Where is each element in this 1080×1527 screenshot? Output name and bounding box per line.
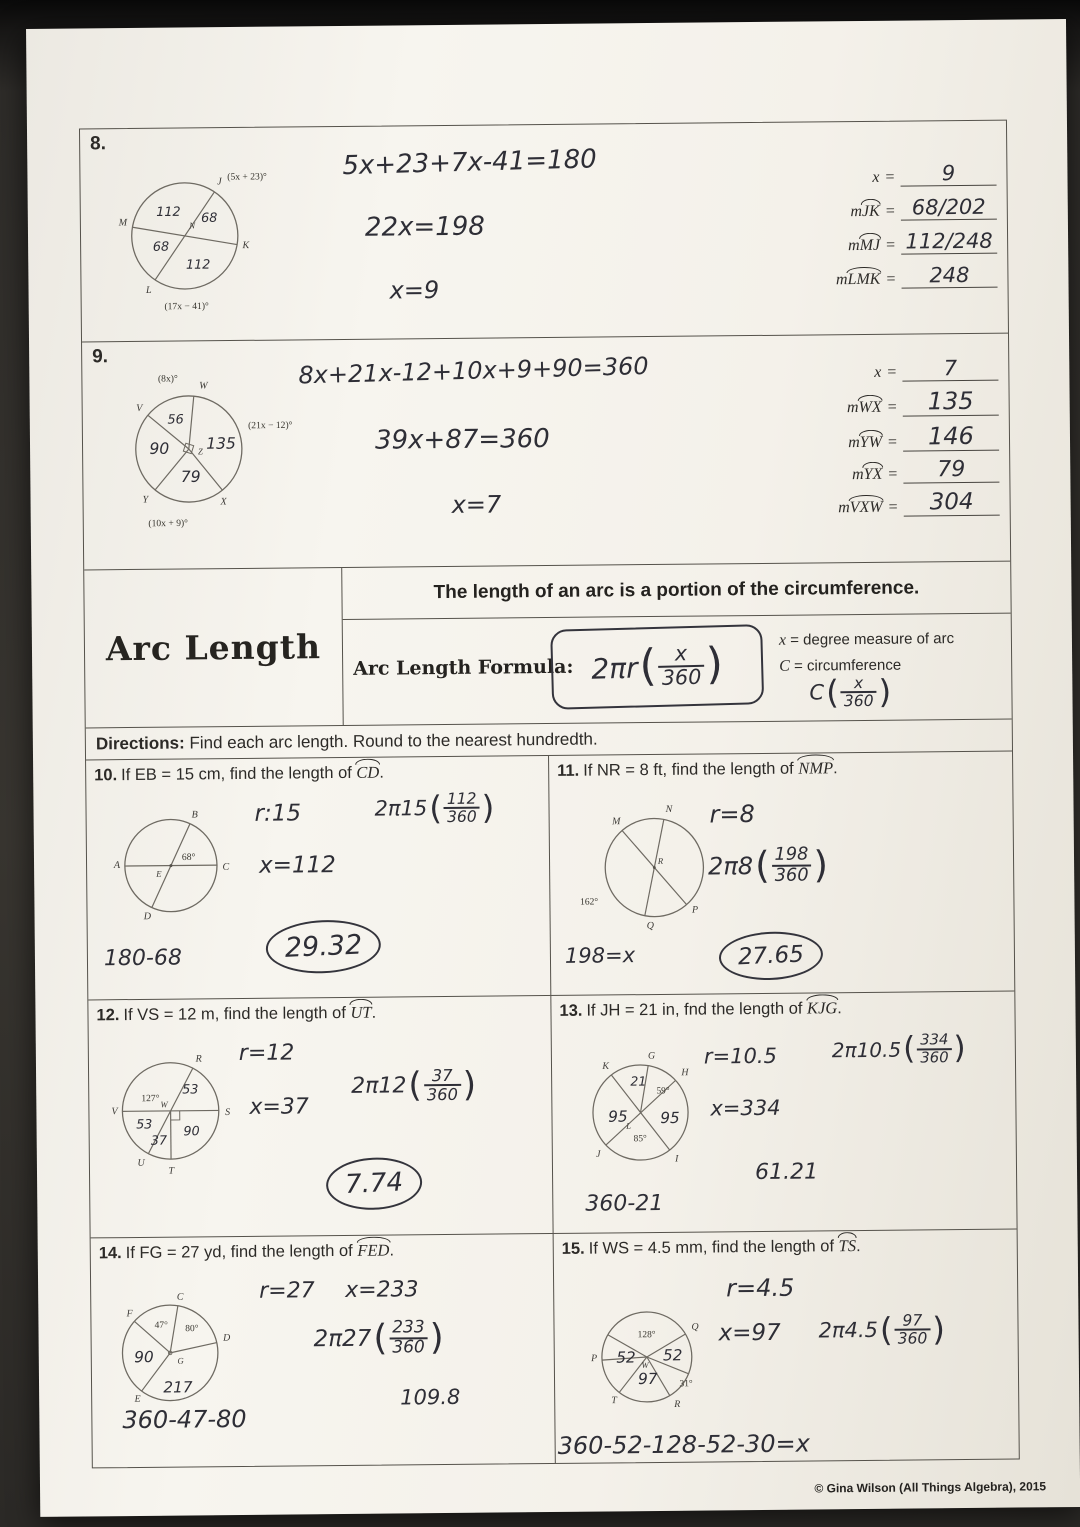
problem-9-cell	[82, 333, 1010, 570]
point-label: R	[674, 1399, 681, 1411]
handwritten-work: 180-68	[103, 945, 183, 972]
angle-label: 68	[201, 210, 218, 227]
answer-row: x = 7	[768, 356, 998, 383]
problem-15-cell	[554, 1230, 1019, 1463]
expression-label: (5x + 23)°	[227, 171, 267, 183]
problems-14-15-row	[91, 1229, 1019, 1468]
final-answer: 27.65	[718, 930, 824, 983]
problem-10-diagram	[98, 793, 251, 937]
handwritten-work: r:15	[254, 800, 302, 827]
handwritten-work: x=9	[389, 276, 440, 305]
angle-label: 97	[637, 1369, 658, 1389]
handwritten-formula: 2π15 ( $\frac{112}{360}$ )	[374, 788, 495, 828]
problem-11-diagram	[573, 792, 729, 943]
point-label: P	[691, 904, 699, 916]
point-label: W	[199, 380, 208, 392]
answer-row: mYX = 79	[769, 457, 999, 485]
handwritten-work: r=27	[259, 1278, 315, 1304]
problem-11-title: 11. If NR = 8 ft, find the length of NMP.	[557, 758, 838, 780]
handwritten-work: 8x+21x-12+10x+9+90=360	[298, 351, 649, 390]
directions-text: Find each arc length. Round to the nearest hundredth.	[189, 729, 598, 753]
answer-row: mVXW = 304	[769, 489, 999, 518]
point-label: Z	[197, 446, 203, 457]
point-label: R	[657, 855, 664, 866]
point-label: J	[596, 1148, 601, 1160]
angle-label: 112	[156, 204, 181, 221]
problem-9-diagram	[110, 362, 327, 536]
point-label: N	[189, 220, 196, 231]
answer-blank: 9	[900, 161, 996, 187]
point-label: E	[134, 1393, 141, 1405]
angle-label: 217	[163, 1378, 193, 1397]
problem-8-cell	[80, 121, 1008, 342]
point-label: D	[143, 911, 152, 923]
arc-length-section	[84, 561, 1011, 728]
handwritten-formula: 2πr ( $\frac{x}{360}$ )	[590, 639, 724, 692]
angle-label: 52	[616, 1348, 636, 1367]
problem-15-diagram	[572, 1284, 731, 1428]
answer-blank: 304	[903, 489, 999, 517]
angle-label: 79	[180, 467, 201, 487]
angle-label: 68°	[181, 851, 196, 863]
answer-row: mWX = 135	[769, 387, 999, 418]
point-label: K	[242, 240, 250, 252]
final-answer: 109.8	[400, 1384, 461, 1410]
handwritten-work: x=112	[258, 852, 336, 879]
angle-label: 59°	[656, 1086, 670, 1097]
problem-11-cell	[549, 752, 1014, 995]
problems-10-11-row	[86, 751, 1014, 1000]
point-label: E	[156, 868, 162, 879]
answer-row: x = 9	[766, 161, 996, 188]
handwritten-work: 5x+23+7x-41=180	[341, 144, 598, 182]
section-statement: The length of an arc is a portion of the circumference.	[342, 562, 1010, 620]
expression-label: (10x + 9)°	[148, 517, 189, 530]
worksheet-table	[79, 120, 1020, 1469]
expression-label: (21x − 12)°	[248, 419, 293, 432]
handwritten-work: 360-47-80	[122, 1404, 247, 1435]
point-label: P	[591, 1353, 598, 1365]
angle-label: 95	[608, 1107, 628, 1126]
handwritten-work: x=7	[451, 490, 502, 519]
handwritten-work: x=97	[718, 1319, 781, 1347]
problem-12-diagram	[97, 1033, 258, 1185]
problem-13-diagram	[566, 1036, 725, 1186]
expression-label: (8x)°	[157, 373, 178, 385]
problem-13-cell	[551, 992, 1016, 1233]
point-label: Q	[691, 1321, 699, 1333]
final-answer: 61.21	[754, 1159, 819, 1186]
final-answer: 29.32	[265, 918, 383, 976]
point-label: I	[674, 1153, 679, 1165]
point-label: B	[191, 809, 198, 821]
answer-blank: 7	[902, 356, 998, 382]
answer-row: mJK = 68/202	[767, 195, 997, 222]
angle-label: 37	[150, 1132, 168, 1148]
handwritten-work: r=4.5	[726, 1273, 795, 1303]
section-body	[342, 562, 1011, 725]
problem-8-diagram	[106, 151, 323, 318]
problem-number: 9.	[92, 346, 109, 368]
handwritten-work: 198=x	[564, 943, 636, 968]
handwritten-work: x=334	[710, 1095, 781, 1121]
point-label: H	[681, 1067, 689, 1079]
directions-label: Directions:	[95, 733, 185, 754]
point-label: J	[217, 176, 222, 188]
point-label: W	[160, 1099, 168, 1110]
answer-row: mMJ = 112/248	[767, 229, 997, 256]
angle-label: 135	[206, 434, 236, 453]
point-label: L	[145, 284, 152, 296]
final-answer: 7.74	[325, 1156, 423, 1212]
problem-number: 8.	[90, 133, 107, 155]
point-label: Q	[646, 920, 654, 932]
point-label: L	[626, 1120, 632, 1131]
handwritten-formula: 2π27 ( $\frac{233}{360}$ )	[313, 1317, 444, 1359]
handwritten-work: 360-21	[585, 1190, 664, 1217]
point-label: W	[641, 1359, 649, 1370]
handwritten-work: 39x+87=360	[374, 423, 550, 456]
problem-12-title: 12. If VS = 12 m, find the length of UT.	[96, 1002, 377, 1025]
answer-column	[768, 356, 1000, 524]
handwritten-work: x=233	[345, 1277, 419, 1303]
legend-line: C = circumference	[779, 656, 902, 675]
angle-label: 162°	[580, 896, 599, 908]
point-label: U	[137, 1157, 145, 1169]
point-label: V	[136, 403, 143, 415]
problem-14-cell	[91, 1234, 556, 1467]
legend-line: x = degree measure of arc	[778, 630, 955, 649]
problem-13-title: 13. If JH = 21 in, fnd the length of KJG.	[559, 998, 842, 1020]
angle-label: 53	[136, 1116, 153, 1132]
section-title: Arc Length	[84, 568, 343, 727]
angle-label: 52	[662, 1346, 683, 1365]
handwritten-formula: 2π8 ( $\frac{198}{360}$ )	[707, 842, 829, 888]
angle-label: 68	[152, 239, 170, 255]
point-label: D	[223, 1332, 231, 1344]
handwritten-work: r=10.5	[703, 1043, 778, 1069]
point-label: T	[168, 1165, 175, 1177]
problem-10-title: 10. If EB = 15 cm, find the length of CD.	[94, 762, 384, 785]
formula-label: Arc Length Formula:	[353, 655, 574, 680]
problem-15-title: 15. If WS = 4.5 mm, find the length of TS.	[561, 1236, 861, 1258]
problems-12-13-row	[88, 991, 1016, 1238]
point-label: K	[602, 1060, 610, 1072]
handwritten-work: 360-52-128-52-30=x	[557, 1429, 810, 1460]
answer-row: mLMK = 248	[767, 263, 997, 290]
angle-label: 21	[630, 1073, 647, 1089]
point-label: G	[177, 1355, 184, 1366]
handwritten-formula: 2π10.5 ( $\frac{334}{360}$ )	[831, 1030, 966, 1067]
handwritten-formula: 2π12 ( $\frac{37}{360}$ )	[351, 1064, 477, 1106]
point-label: R	[195, 1053, 202, 1065]
worksheet-paper	[26, 19, 1080, 1517]
angle-label: 53	[182, 1081, 199, 1097]
point-label: C	[176, 1291, 184, 1303]
handwritten-work: x=37	[249, 1094, 309, 1120]
handwritten-formula: C ( $\frac{x}{360}$ )	[809, 672, 892, 712]
answer-blank: 112/248	[901, 229, 997, 255]
angle-label: 47°	[154, 1320, 168, 1331]
point-label: M	[612, 816, 621, 828]
angle-label: 90	[183, 1123, 200, 1139]
angle-label: 56	[167, 412, 184, 428]
copyright-credit: © Gina Wilson (All Things Algebra), 2015	[814, 1479, 1047, 1496]
problem-10-cell	[86, 756, 551, 999]
point-label: C	[222, 861, 230, 873]
angle-label: 112	[185, 257, 211, 273]
angle-label: 31°	[679, 1379, 693, 1390]
point-label: V	[111, 1106, 118, 1118]
point-label: Y	[142, 494, 149, 506]
point-label: T	[611, 1395, 617, 1407]
point-label: S	[225, 1106, 231, 1118]
angle-label: 85°	[633, 1134, 647, 1145]
handwritten-formula: 2π4.5 ( $\frac{97}{360}$ )	[818, 1310, 946, 1349]
expression-label: (17x − 41)°	[164, 300, 209, 313]
point-label: G	[647, 1050, 656, 1062]
point-label: F	[126, 1308, 133, 1320]
angle-label: 90	[134, 1348, 154, 1367]
answer-row: mYW = 146	[769, 422, 999, 453]
problem-12-cell	[88, 996, 553, 1237]
angle-label: 128°	[637, 1330, 656, 1341]
angle-label: 80°	[185, 1323, 199, 1335]
problem-14-title: 14. If FG = 27 yd, find the length of FED.	[98, 1240, 395, 1263]
point-label: N	[665, 803, 673, 815]
answer-blank: 135	[903, 387, 999, 417]
answer-blank: 248	[901, 263, 997, 289]
handwritten-work: r=12	[238, 1040, 295, 1066]
angle-label: 90	[149, 439, 170, 458]
handwritten-work: r=8	[709, 800, 755, 829]
answer-blank: 79	[903, 457, 999, 484]
point-label: M	[118, 217, 128, 229]
handwritten-work: 22x=198	[364, 211, 485, 243]
answer-blank: 68/202	[901, 195, 997, 221]
formula-area	[343, 614, 1012, 725]
formula-box	[550, 624, 764, 710]
angle-label: 127°	[141, 1093, 160, 1105]
answer-column	[766, 161, 997, 299]
point-label: X	[220, 496, 227, 508]
point-label: A	[113, 859, 121, 871]
answer-blank: 146	[903, 422, 999, 452]
angle-label: 95	[660, 1108, 680, 1128]
